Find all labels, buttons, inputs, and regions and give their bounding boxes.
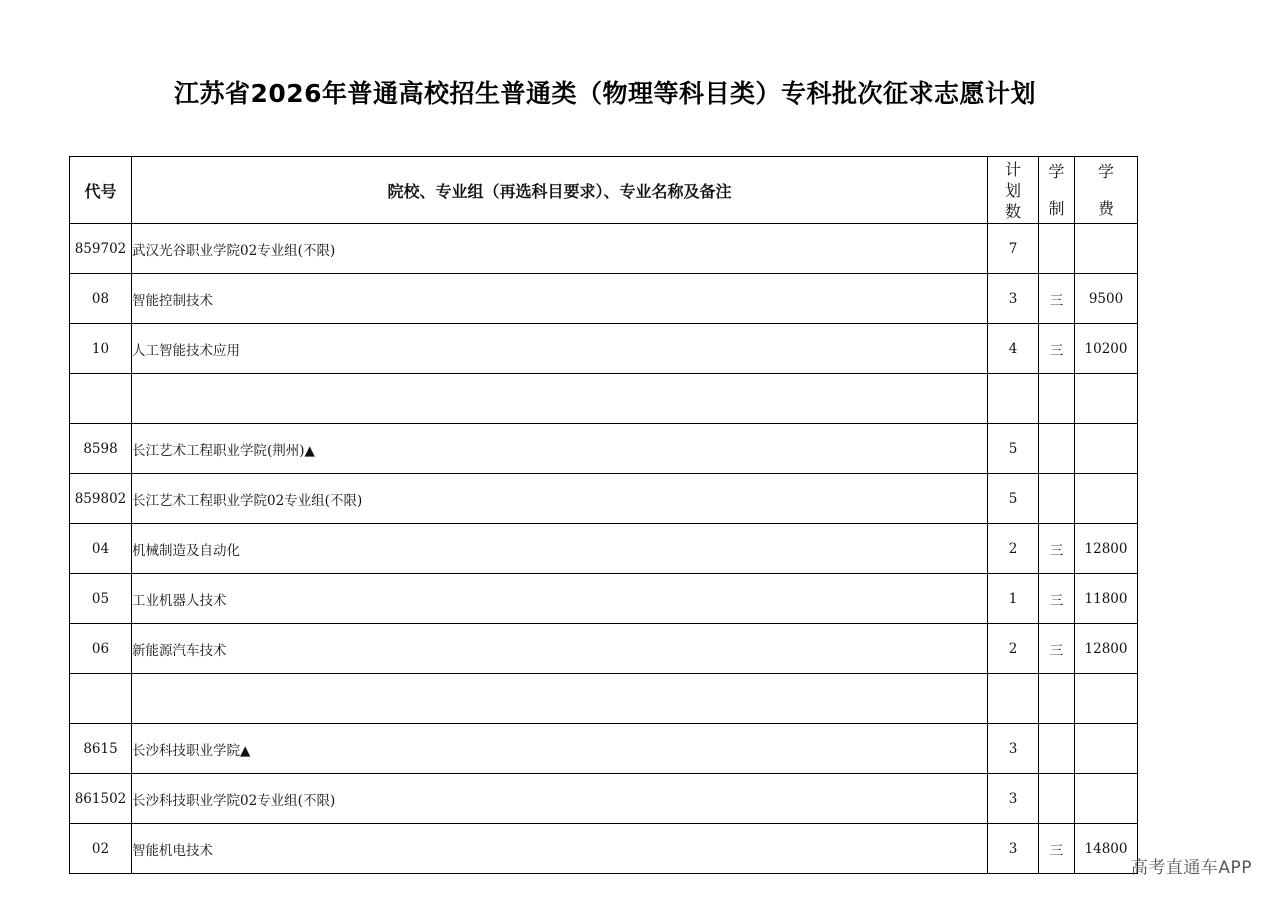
cell-years: 三 [1039,274,1075,324]
table-row [70,224,1138,274]
table-row [70,724,1138,774]
cell-plan-count: 3 [988,824,1039,874]
cell-plan-count: 4 [988,324,1039,374]
header-years-char: 制 [1048,199,1065,218]
cell-fee [1075,724,1138,774]
header-code: 代号 [70,157,132,224]
cell-years: 三 [1039,324,1075,374]
cell-name: 长沙科技职业学院▲ [132,724,988,774]
table-row [70,274,1138,324]
cell-plan-count: 3 [988,274,1039,324]
cell-fee [1075,224,1138,274]
enrollment-plan-table [69,156,1138,874]
cell-fee: 10200 [1075,324,1138,374]
cell-name: 长江艺术工程职业学院(荆州)▲ [132,424,988,474]
cell-code: 8598 [70,424,132,474]
table-row [70,774,1138,824]
header-fee-char: 费 [1097,199,1114,218]
cell-years [1039,774,1075,824]
cell-code: 859702 [70,224,132,274]
header-plan-char: 计 [1004,159,1021,179]
cell-fee [1075,674,1138,724]
cell-years [1039,424,1075,474]
cell-plan-count: 3 [988,724,1039,774]
cell-plan-count: 3 [988,774,1039,824]
table-header-row [70,157,1138,224]
cell-years [1039,474,1075,524]
cell-fee [1075,774,1138,824]
cell-years [1039,374,1075,424]
table-row [70,674,1138,724]
table-row [70,424,1138,474]
cell-code: 06 [70,624,132,674]
cell-fee [1075,474,1138,524]
header-plan-char: 数 [1004,201,1021,221]
cell-name: 智能控制技术 [132,274,988,324]
cell-name [132,674,988,724]
cell-code: 04 [70,524,132,574]
cell-plan-count: 5 [988,424,1039,474]
cell-plan-count [988,674,1039,724]
cell-name: 机械制造及自动化 [132,524,988,574]
header-fee [1075,157,1138,224]
cell-plan-count: 1 [988,574,1039,624]
cell-code: 02 [70,824,132,874]
table-row [70,524,1138,574]
page-title: 江苏省2026年普通高校招生普通类（物理等科目类）专科批次征求志愿计划 [173,79,1037,108]
cell-name: 人工智能技术应用 [132,324,988,374]
cell-code [70,674,132,724]
header-plan-char: 划 [1004,180,1021,200]
cell-fee [1075,424,1138,474]
cell-name: 智能机电技术 [132,824,988,874]
cell-plan-count: 2 [988,624,1039,674]
cell-fee: 12800 [1075,524,1138,574]
cell-code [70,374,132,424]
cell-fee: 12800 [1075,624,1138,674]
cell-plan-count: 7 [988,224,1039,274]
cell-fee: 11800 [1075,574,1138,624]
header-plan-count [988,157,1039,224]
cell-code: 859802 [70,474,132,524]
cell-plan-count: 2 [988,524,1039,574]
cell-name: 武汉光谷职业学院02专业组(不限) [132,224,988,274]
cell-code: 05 [70,574,132,624]
header-name: 院校、专业组（再选科目要求）、专业名称及备注 [132,157,988,224]
watermark: 高考直通车APP [1130,858,1252,878]
cell-years: 三 [1039,574,1075,624]
cell-plan-count [988,374,1039,424]
cell-years [1039,224,1075,274]
cell-name: 长沙科技职业学院02专业组(不限) [132,774,988,824]
cell-code: 8615 [70,724,132,774]
table-row [70,324,1138,374]
cell-fee: 9500 [1075,274,1138,324]
table-row [70,474,1138,524]
header-years [1039,157,1075,224]
cell-code: 10 [70,324,132,374]
cell-years: 三 [1039,624,1075,674]
table-row [70,624,1138,674]
cell-name: 长江艺术工程职业学院02专业组(不限) [132,474,988,524]
cell-years [1039,674,1075,724]
cell-code: 861502 [70,774,132,824]
cell-fee: 14800 [1075,824,1138,874]
cell-plan-count: 5 [988,474,1039,524]
table-row [70,824,1138,874]
header-years-char: 学 [1048,162,1065,181]
cell-code: 08 [70,274,132,324]
cell-name: 新能源汽车技术 [132,624,988,674]
cell-name [132,374,988,424]
cell-name: 工业机器人技术 [132,574,988,624]
table-body [70,224,1138,874]
cell-fee [1075,374,1138,424]
table-row [70,374,1138,424]
cell-years: 三 [1039,824,1075,874]
table-row [70,574,1138,624]
cell-years: 三 [1039,524,1075,574]
header-fee-char: 学 [1097,162,1114,181]
cell-years [1039,724,1075,774]
